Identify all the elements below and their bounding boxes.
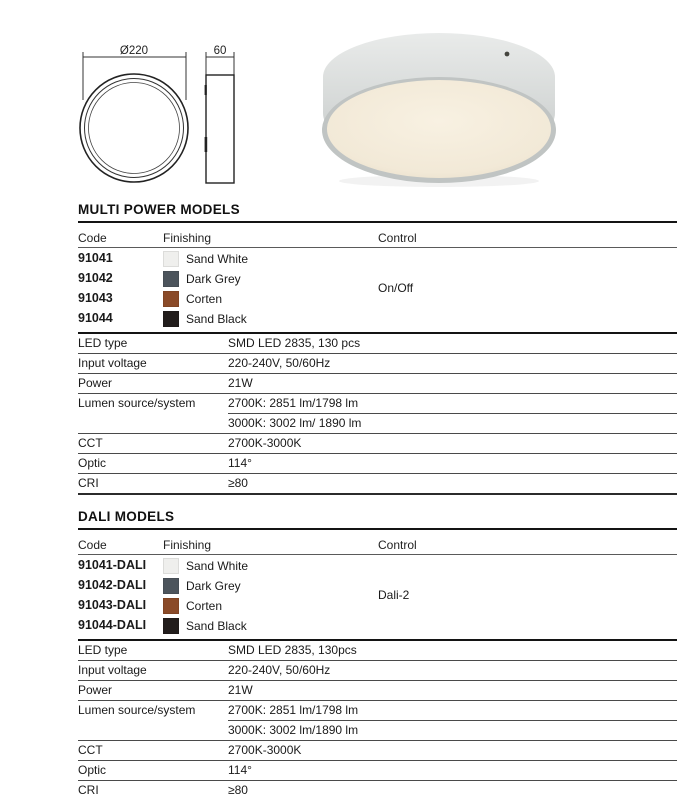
section-title: DALI MODELS: [78, 509, 677, 530]
spec-value: 220-240V, 50/60Hz: [228, 354, 677, 374]
spec-value: 114°: [228, 454, 677, 474]
spec-row: [78, 741, 677, 761]
model-code: 91043-DALI: [78, 598, 147, 612]
column-header-code: Code: [78, 530, 163, 555]
spec-row: [78, 454, 677, 474]
spec-row: [78, 374, 677, 394]
models-table: [78, 223, 677, 334]
spec-row: [78, 701, 677, 721]
model-finish: [163, 555, 378, 575]
spec-value: 3000K: 3002 lm/1890 lm: [228, 721, 677, 741]
spec-label: LED type: [78, 641, 228, 661]
finish-label: Dark Grey: [186, 578, 241, 593]
model-finish: [163, 288, 378, 308]
spec-row: [78, 781, 677, 798]
spec-value: SMD LED 2835, 130pcs: [228, 641, 677, 661]
model-code: 91042-DALI: [78, 578, 147, 592]
spec-value: 2700K: 2851 lm/1798 lm: [228, 394, 677, 414]
finish-swatch: [163, 618, 179, 634]
spec-label: CCT: [78, 741, 228, 761]
spec-label: CCT: [78, 434, 228, 454]
spec-table: [78, 334, 677, 495]
spec-row: [78, 414, 677, 434]
model-code: 91044: [78, 311, 113, 325]
finish-swatch: [163, 598, 179, 614]
spec-row: [78, 721, 677, 741]
spec-value: ≥80: [228, 476, 248, 490]
lamp-diffuser: [327, 80, 551, 178]
finish-label: Sand White: [186, 558, 249, 573]
spec-value: 2700K-3000K: [228, 741, 677, 761]
model-finish: [163, 575, 378, 595]
spec-label: LED type: [78, 334, 228, 354]
spec-value: 2700K: 2851 lm/1798 lm: [228, 701, 677, 721]
finish-label: Corten: [186, 291, 223, 306]
spec-value: 114°: [228, 761, 677, 781]
finish-swatch: [163, 311, 179, 327]
spec-value: 21W: [228, 681, 677, 701]
spec-label: [78, 414, 228, 434]
dimension-drawing: [75, 33, 245, 200]
model-code: 91041-DALI: [78, 558, 147, 572]
spec-label: CRI: [78, 783, 99, 797]
column-header-finishing: Finishing: [163, 223, 378, 248]
spec-row: [78, 354, 677, 374]
spec-label: Input voltage: [78, 354, 228, 374]
section-title: MULTI POWER MODELS: [78, 202, 677, 223]
spec-label: Optic: [78, 761, 228, 781]
spec-value: SMD LED 2835, 130 pcs: [228, 334, 677, 354]
spec-row: [78, 434, 677, 454]
screw-hole: [505, 52, 510, 57]
models-table: [78, 530, 677, 641]
section-dali: [78, 509, 677, 798]
finish-swatch: [163, 251, 179, 267]
model-finish: [163, 248, 378, 268]
control-value: Dali-2: [378, 588, 410, 602]
finish-label: Sand White: [186, 251, 249, 266]
section-multi-power: [78, 202, 677, 495]
finish-label: Sand Black: [186, 618, 247, 633]
spec-table: [78, 641, 677, 798]
spec-content: [78, 202, 677, 798]
column-header-control: Control: [378, 530, 677, 555]
spec-row: [78, 474, 677, 493]
spec-label: Input voltage: [78, 661, 228, 681]
spec-label: Power: [78, 374, 228, 394]
spec-label: CRI: [78, 476, 99, 490]
finish-label: Corten: [186, 598, 223, 613]
spec-value: 3000K: 3002 lm/ 1890 lm: [228, 414, 677, 434]
spec-row: [78, 394, 677, 414]
finish-swatch: [163, 271, 179, 287]
spec-label: Lumen source/system: [78, 703, 196, 717]
spec-label: Optic: [78, 454, 228, 474]
spec-row: [78, 681, 677, 701]
column-header-control: Control: [378, 223, 677, 248]
model-finish: [163, 268, 378, 288]
finish-swatch: [163, 578, 179, 594]
finish-label: Sand Black: [186, 311, 247, 326]
product-photo: [313, 23, 565, 196]
spec-row: [78, 661, 677, 681]
spec-row: [78, 334, 677, 354]
finish-swatch: [163, 558, 179, 574]
model-code: 91043: [78, 291, 113, 305]
model-code: 91041: [78, 251, 113, 265]
spec-row: [78, 761, 677, 781]
finish-label: Dark Grey: [186, 271, 241, 286]
spec-value: 2700K-3000K: [228, 434, 677, 454]
spec-label: [78, 721, 228, 741]
spec-label: Lumen source/system: [78, 396, 196, 410]
model-code: 91044-DALI: [78, 618, 147, 632]
model-finish: [163, 308, 378, 328]
side-depth-label: 60: [213, 45, 227, 57]
control-value: On/Off: [378, 281, 414, 295]
spec-value: 21W: [228, 374, 677, 394]
spec-row: [78, 641, 677, 661]
spec-value: ≥80: [228, 783, 248, 797]
model-finish: [163, 595, 378, 615]
spec-value: 220-240V, 50/60Hz: [228, 661, 677, 681]
column-header-code: Code: [78, 223, 163, 248]
model-finish: [163, 615, 378, 635]
front-diameter-label: Ø220: [119, 45, 149, 57]
model-code: 91042: [78, 271, 113, 285]
spec-label: Power: [78, 681, 228, 701]
finish-swatch: [163, 291, 179, 307]
column-header-finishing: Finishing: [163, 530, 378, 555]
